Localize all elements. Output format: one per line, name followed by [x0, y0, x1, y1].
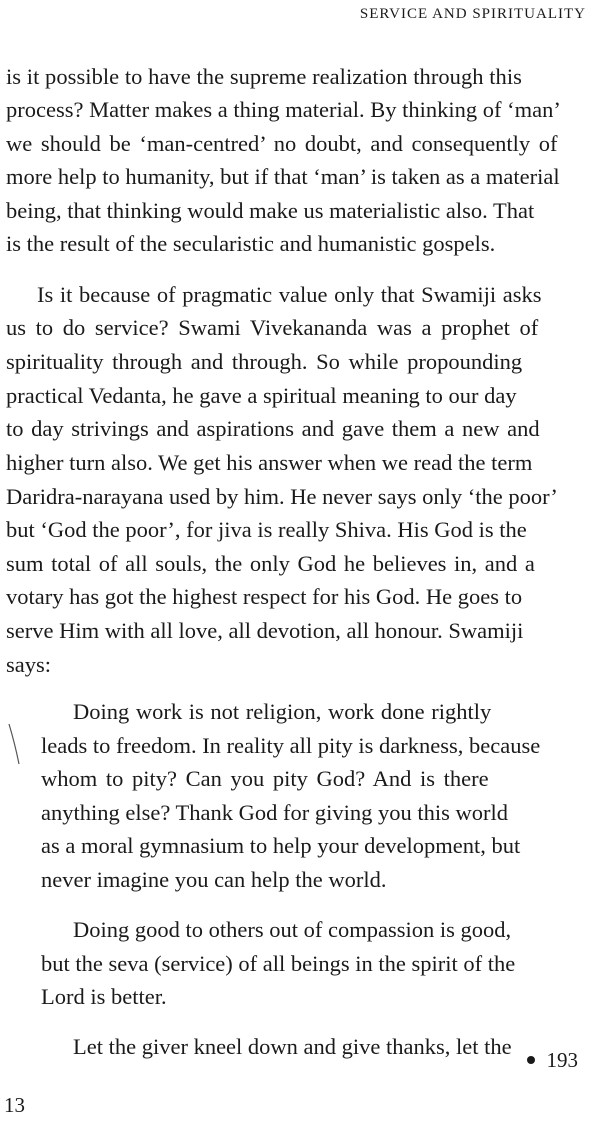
quote-1-line-2: leads to freedom. In reality all pity is darkness, because [41, 733, 541, 758]
quote-1-line-3: whom to pity? Can you pity God? And is there [41, 766, 489, 791]
paragraph-2-line-7: Daridra-narayana used by him. He never says only ‘the poor’ [6, 484, 558, 509]
quote-2-line-3: Lord is better. [41, 984, 167, 1009]
paragraph-1-line-4: more help to humanity, but if that ‘man’ is taken as a material [6, 164, 560, 189]
margin-pen-mark [8, 722, 22, 768]
quote-1-line-6: never imagine you can help the world. [41, 867, 387, 892]
paragraph-1-line-5: being, that thinking would make us materialistic also. That [6, 198, 535, 223]
paragraph-1-line-3: we should be ‘man-centred’ no doubt, and consequently of [6, 131, 558, 156]
bullet-icon [527, 1056, 535, 1064]
quote-2-line-2: but the seva (service) of all beings in the spirit of the [41, 951, 516, 976]
paragraph-2-line-10: votary has got the highest respect for his God. He goes to [6, 584, 523, 609]
paragraph-2-line-11: serve Him with all love, all devotion, all honour. Swamiji [6, 618, 524, 643]
paragraph-2-line-2: us to do service? Swami Vivekananda was a prophet of [6, 315, 539, 340]
running-head: SERVICE AND SPIRITUALITY [359, 6, 586, 22]
quote-1-line-1: Doing work is not religion, work done rightly [73, 699, 492, 724]
quote-1-line-5: as a moral gymnasium to help your development, but [41, 833, 521, 858]
page-number-label: 193 [546, 1048, 578, 1072]
quote-2-line-1: Doing good to others out of compassion is good, [73, 917, 512, 942]
quote-1-line-4: anything else? Thank God for giving you this world [41, 800, 509, 825]
paragraph-2-line-1: Is it because of pragmatic value only that Swamiji asks [37, 282, 542, 307]
paragraph-1-line-6: is the result of the secularistic and humanistic gospels. [6, 231, 496, 256]
paragraph-1-line-2: process? Matter makes a thing material. By thinking of ‘man’ [6, 97, 561, 122]
paragraph-2-line-9: sum total of all souls, the only God he believes in, and a [6, 551, 535, 576]
paragraph-2-line-8: but ‘God the poor’, for jiva is really Shiva. His God is the [6, 517, 527, 542]
quote-3-line-1: Let the giver kneel down and give thanks, let the [73, 1034, 512, 1059]
paragraph-1-line-1: is it possible to have the supreme realization through this [6, 64, 522, 89]
paragraph-2-line-4: practical Vedanta, he gave a spiritual meaning to our day [6, 383, 517, 408]
paragraph-2-line-12: says: [6, 652, 51, 677]
signature-mark: 13 [4, 1093, 25, 1117]
paragraph-2-line-6: higher turn also. We get his answer when we read the term [6, 450, 533, 475]
paragraph-2-line-3: spirituality through and through. So while propounding [6, 349, 523, 374]
page-number [527, 1048, 579, 1073]
paragraph-2-line-5: to day strivings and aspirations and gave them a new and [6, 416, 540, 441]
